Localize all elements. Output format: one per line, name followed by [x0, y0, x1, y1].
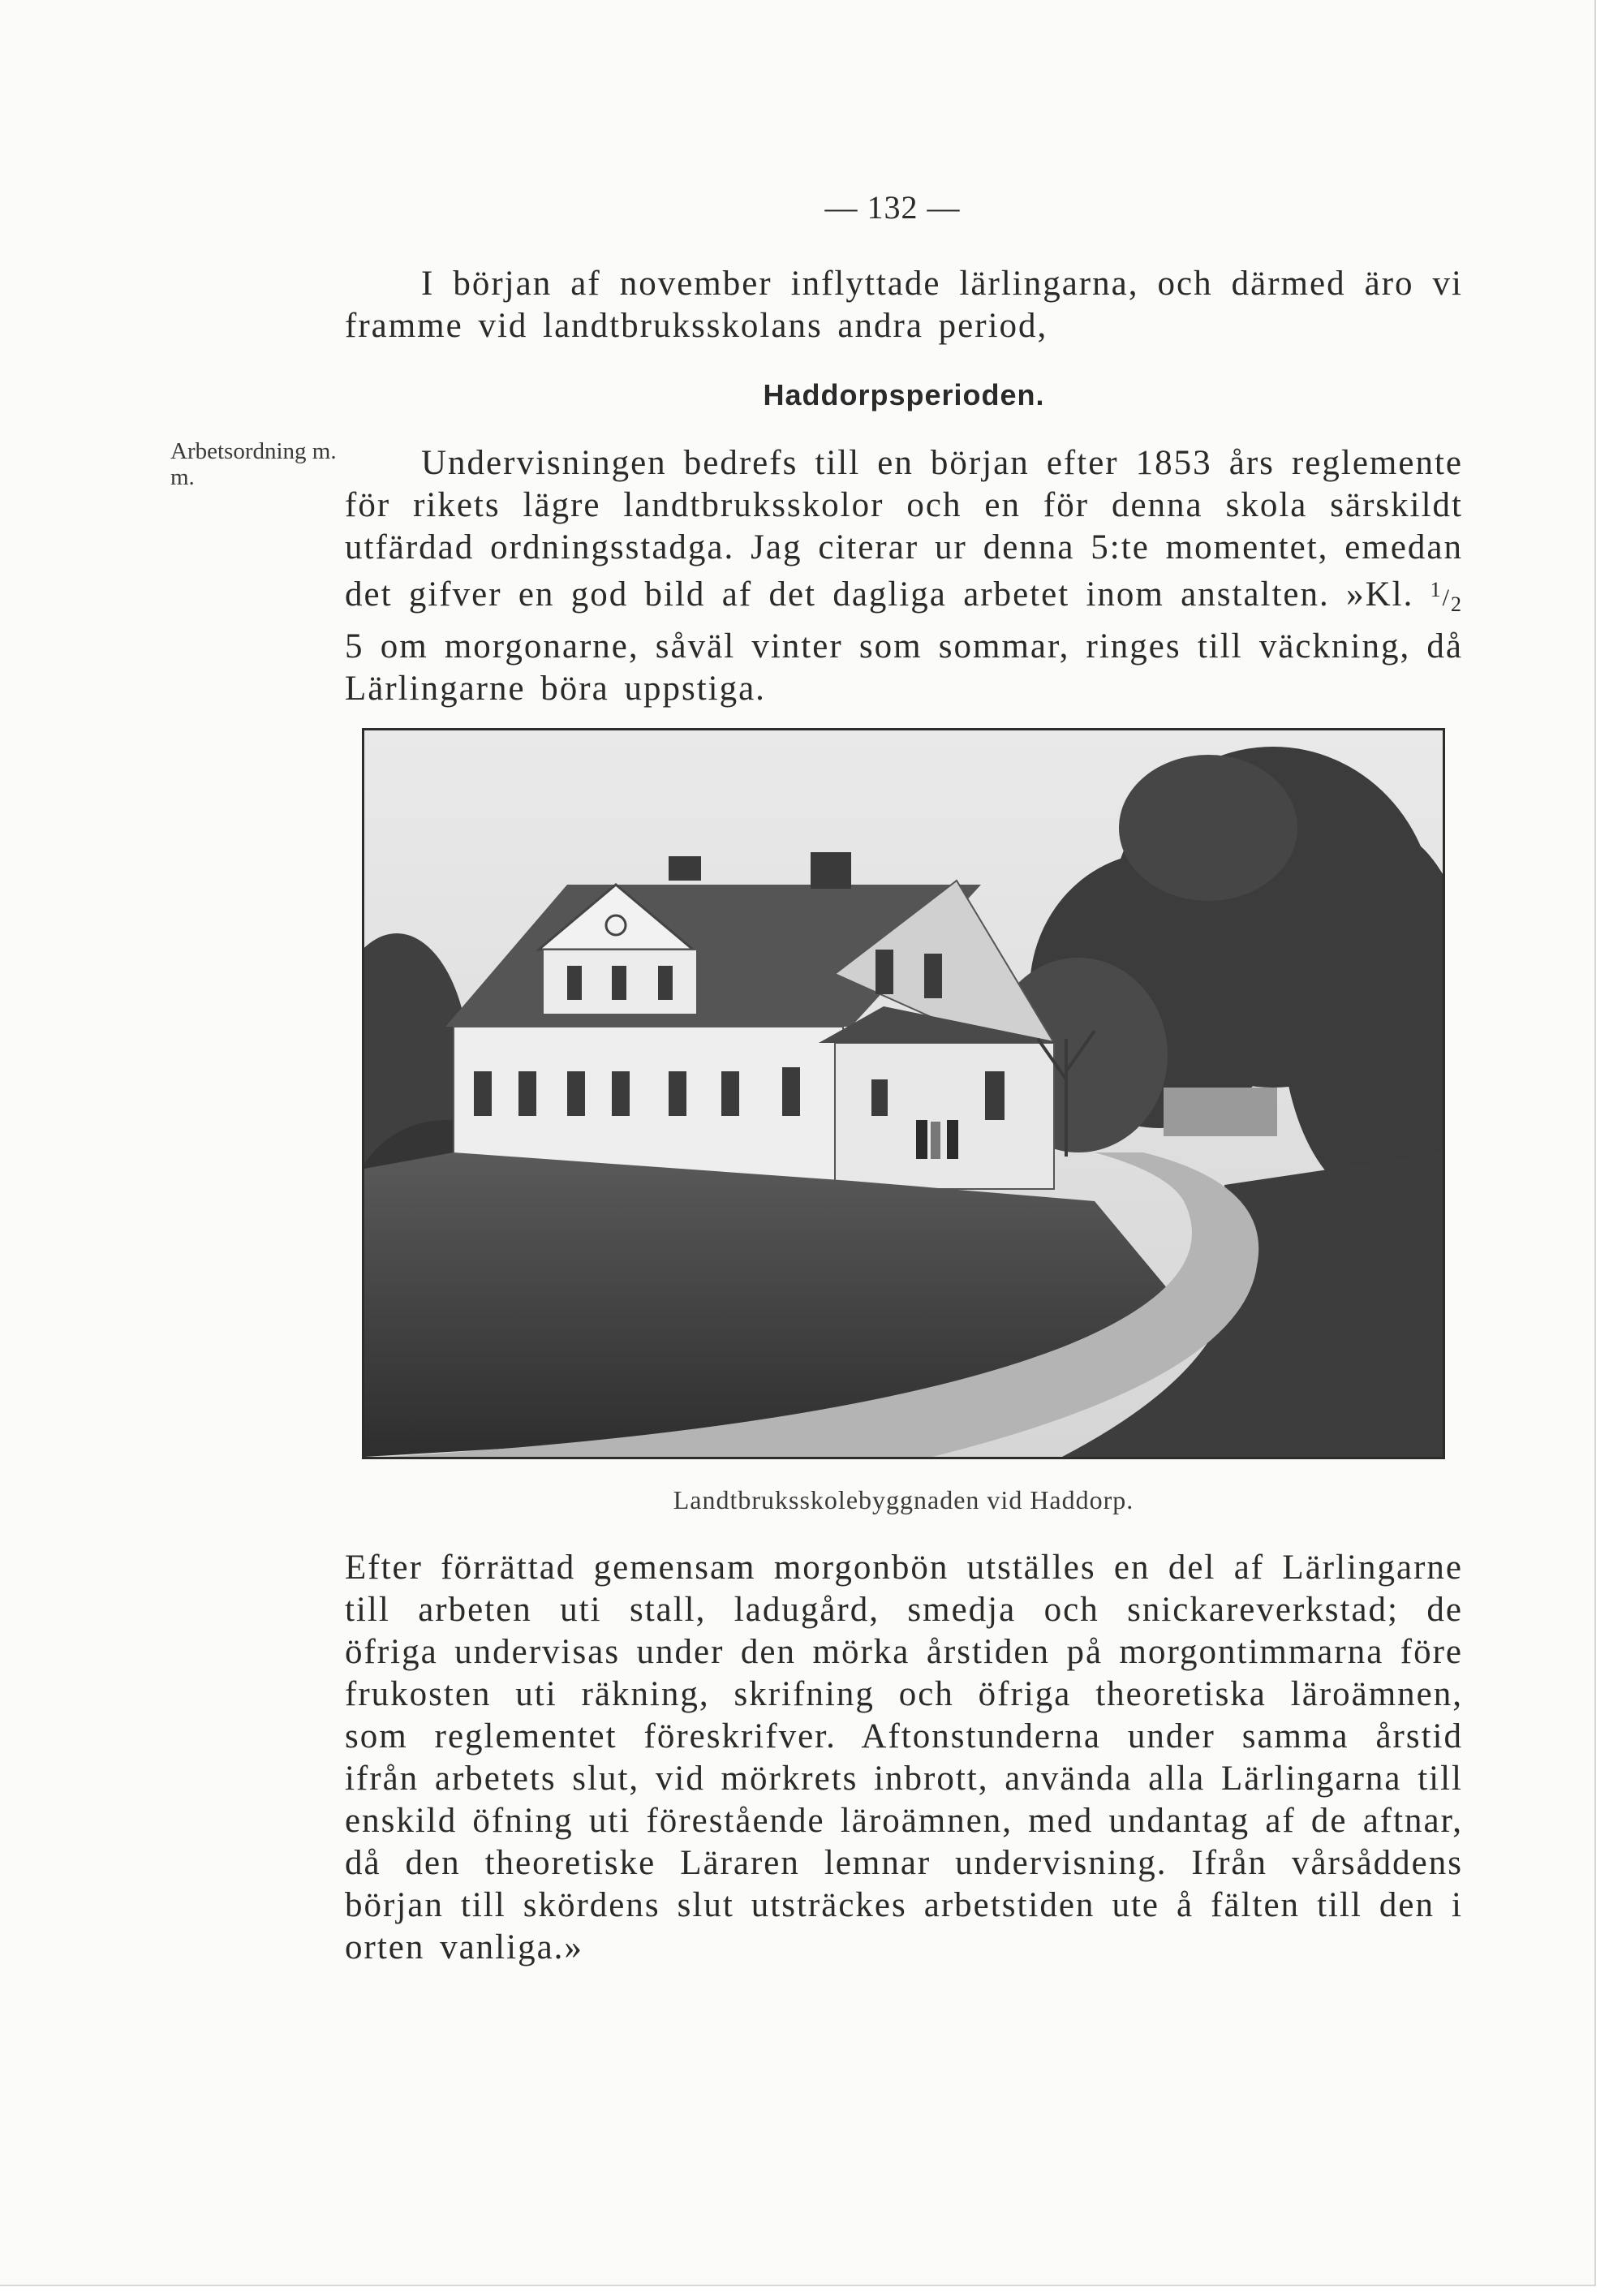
half-fraction — [1430, 578, 1463, 616]
margin-note: Arbetsordning m. m. — [170, 438, 337, 490]
main-paragraph-text-end: 5 om morgonarne, såväl vinter som sommar, ringes till väckning, då Lärlingarne böra uppstiga. — [345, 627, 1463, 708]
section-heading: Haddorpsperioden. — [763, 378, 1045, 411]
fraction-slash: / — [1442, 584, 1451, 611]
outbuilding — [1164, 1088, 1277, 1136]
fraction-denominator: 2 — [1451, 592, 1463, 616]
main-paragraph — [345, 442, 1463, 710]
intro-paragraph: I början af november inflyttade lärlingarna, och därmed äro vi framme vid landtbruksskolans andra period, — [345, 265, 1463, 345]
after-paragraph: Efter förrättad gemensam morgonbön utställes en del af Lärlingarne till arbeten uti stall, ladugård, smedja och snickareverkstad; de öfriga undervisas under den mörka årstiden på morgontimmarna före frukosten uti räkning, skrifning och öfriga theoretiska läroämnen, som reglementet föreskrifver. Aftonstunderna under samma årstid ifrån arbetets slut, vid mörkrets inbrott, använda alla Lärlingarna till enskild öfning uti förestående läroämnen, med undantag af de aftnar, då den theoretiske Läraren lemnar undervisning. Ifrån vårsåddens början till skördens slut utsträckes arbetstiden ute å fälten till den i orten vanliga.» — [345, 1549, 1463, 1966]
photo-caption: Landtbruksskolebyggnaden vid Haddorp. — [673, 1485, 1134, 1514]
house-photograph — [362, 728, 1445, 1459]
fraction-numerator: 1 — [1430, 578, 1443, 601]
house-photograph-illustration — [364, 730, 1443, 1457]
main-paragraph-text-start: Undervisningen bedrefs till en början efter 1853 års reglemente för rikets lägre landtbruksskolor och en för denna skola särskildt utfärdad ordningsstadga. Jag citerar ur denna 5:te momentet, emedan det gifver en god bild af det dagliga arbetet inom anstalten. »Kl. — [345, 444, 1463, 614]
page-number: — 132 — — [824, 189, 961, 226]
